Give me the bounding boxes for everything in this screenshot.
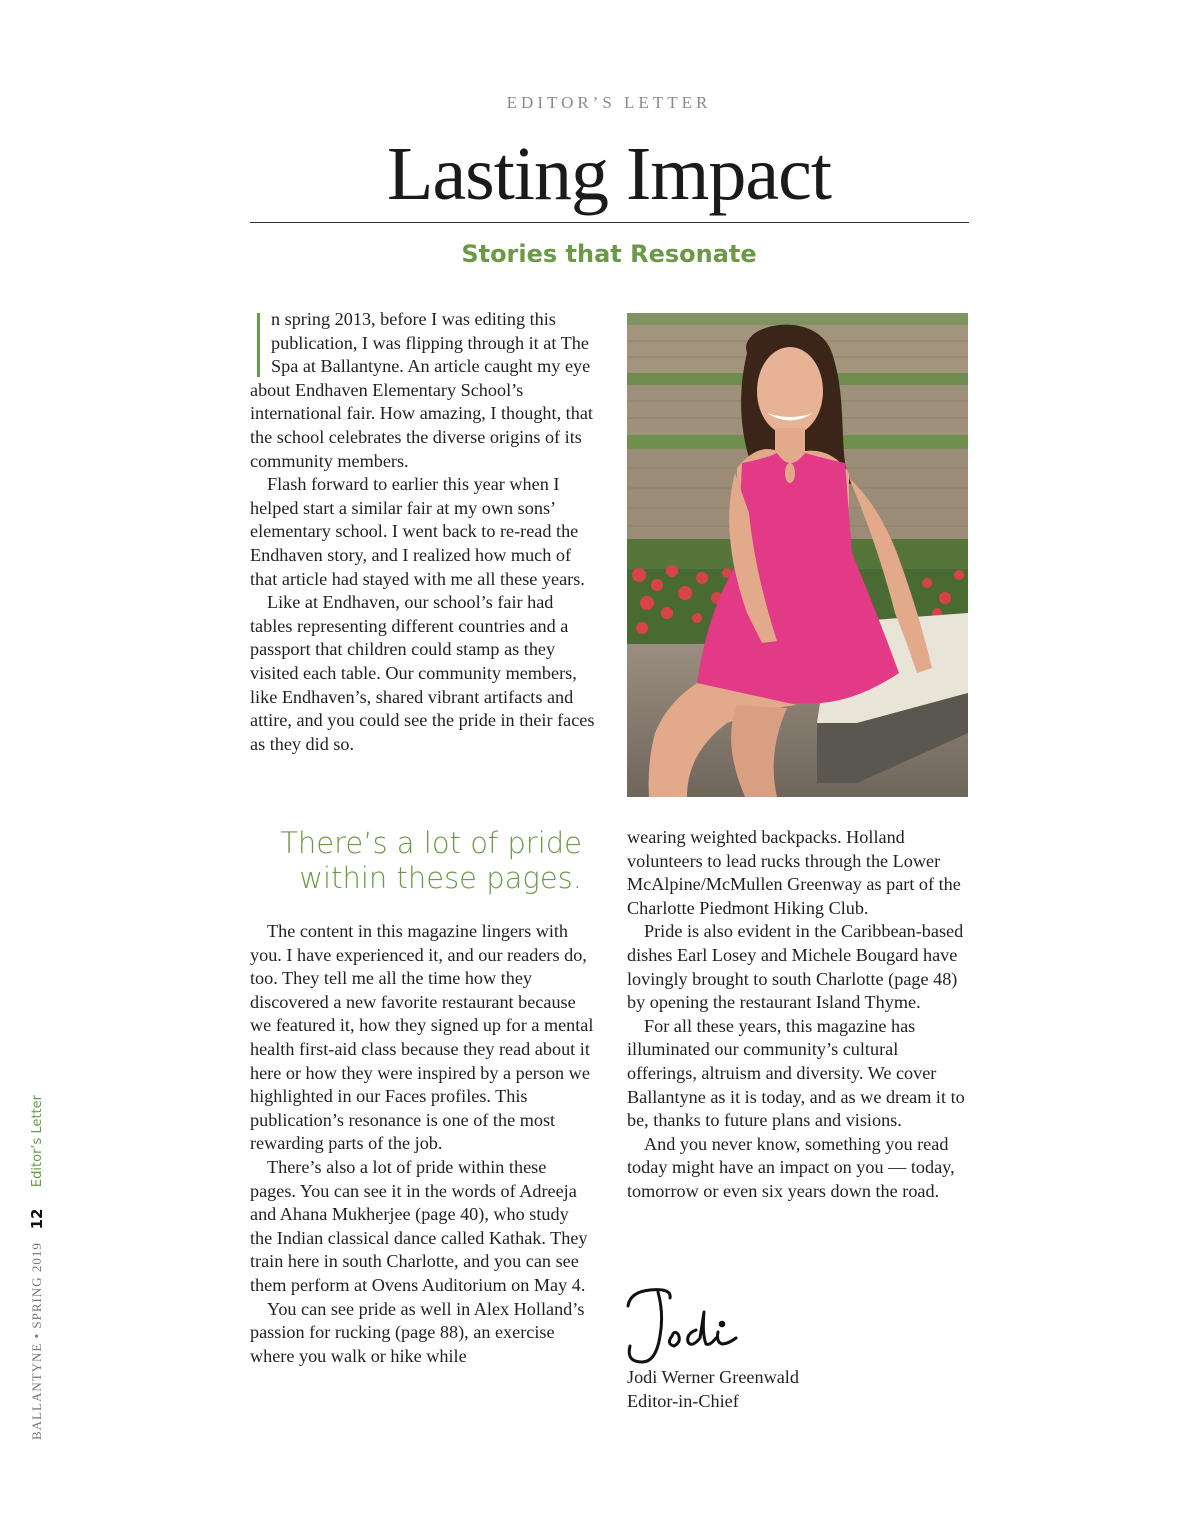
article-paragraph-5: There’s also a lot of pride within these pages. You can see it in the words of Adreeja and Ahana Mukherjee (page 40), who study the Indian classical dance called Kathak. They train here in south Charlotte, and you can see them perform at Ovens Auditorium on May 4. xyxy=(250,1156,588,1295)
title-divider xyxy=(250,222,969,223)
author-title: Editor-in-Chief xyxy=(627,1390,739,1411)
folio-section: Editor’s Letter xyxy=(29,1095,45,1188)
editor-photo xyxy=(627,313,968,797)
author-name: Jodi Werner Greenwald xyxy=(627,1367,799,1387)
pull-quote-line-2: within these pages. xyxy=(299,861,582,895)
signoff xyxy=(627,1366,972,1413)
article-column-left-top xyxy=(250,308,595,756)
handwritten-signature xyxy=(620,1284,750,1366)
article-paragraph-8: Pride is also evident in the Caribbean-based dishes Earl Losey and Michele Bougard have lovingly brought to south Charlotte (page 48) by opening the restaurant Island Thyme. xyxy=(627,921,964,1013)
page-number: 12 xyxy=(28,1208,46,1230)
page-title: Lasting Impact xyxy=(387,132,831,216)
article-paragraph-1: n spring 2013, before I was editing this publication, I was flipping through it at The Spa at Ballantyne. An article caught my eye about Endhaven Elementary School’s international fair. How amazing, I thought, that the school celebrates the diverse origins of its community members. xyxy=(250,309,593,471)
article-column-right xyxy=(627,826,972,1204)
article-paragraph-7: wearing weighted backpacks. Holland volunteers to lead rucks through the Lower McAlpine/McMullen Greenway as part of the Charlotte Piedmont Hiking Club. xyxy=(627,827,961,918)
article-paragraph-4: The content in this magazine lingers with you. I have experienced it, and our readers do, too. They tell me all the time how they discovered a new favorite restaurant because we featured it, how they signed up for a mental health first-aid class because they read about it here or how they were inspired by a person we highlighted in our Faces profiles. This publication’s resonance is one of the most rewarding parts of the job. xyxy=(250,921,594,1154)
pull-quote-line-1: There’s a lot of pride xyxy=(280,826,582,860)
drop-cap xyxy=(257,313,260,377)
pull-quote xyxy=(250,826,582,896)
article-paragraph-2: Flash forward to earlier this year when I helped start a similar fair at my own sons’ elementary school. I went back to re-read the Endhaven story, and I realized how much of that article had stayed with me all these years. xyxy=(250,474,585,589)
article-subtitle: Stories that Resonate xyxy=(461,240,757,268)
page-folio xyxy=(25,1095,95,1440)
article-paragraph-10: And you never know, something you read today might have an impact on you — today, tomorrow or even six years down the road. xyxy=(627,1133,955,1201)
article-paragraph-9: For all these years, this magazine has illuminated our community’s cultural offerings, altruism and diversity. We cover Ballantyne as it is today, and as we dream it to be, thanks to future plans and visions. xyxy=(627,1015,965,1131)
article-column-left-bottom xyxy=(250,920,595,1368)
folio-publication: BALLANTYNE • SPRING 2019 xyxy=(29,1242,44,1440)
article-paragraph-3: Like at Endhaven, our school’s fair had tables representing different countries and a passport that children could stamp as they visited each table. Our community members, like Endhaven’s, shared vibrant artifacts and attire, and you could see the pride in their faces as they did so. xyxy=(250,592,595,754)
section-kicker: EDITOR’S LETTER xyxy=(506,93,712,112)
article-paragraph-6: You can see pride as well in Alex Holland’s passion for rucking (page 88), an exercise where you walk or hike while xyxy=(250,1298,585,1366)
